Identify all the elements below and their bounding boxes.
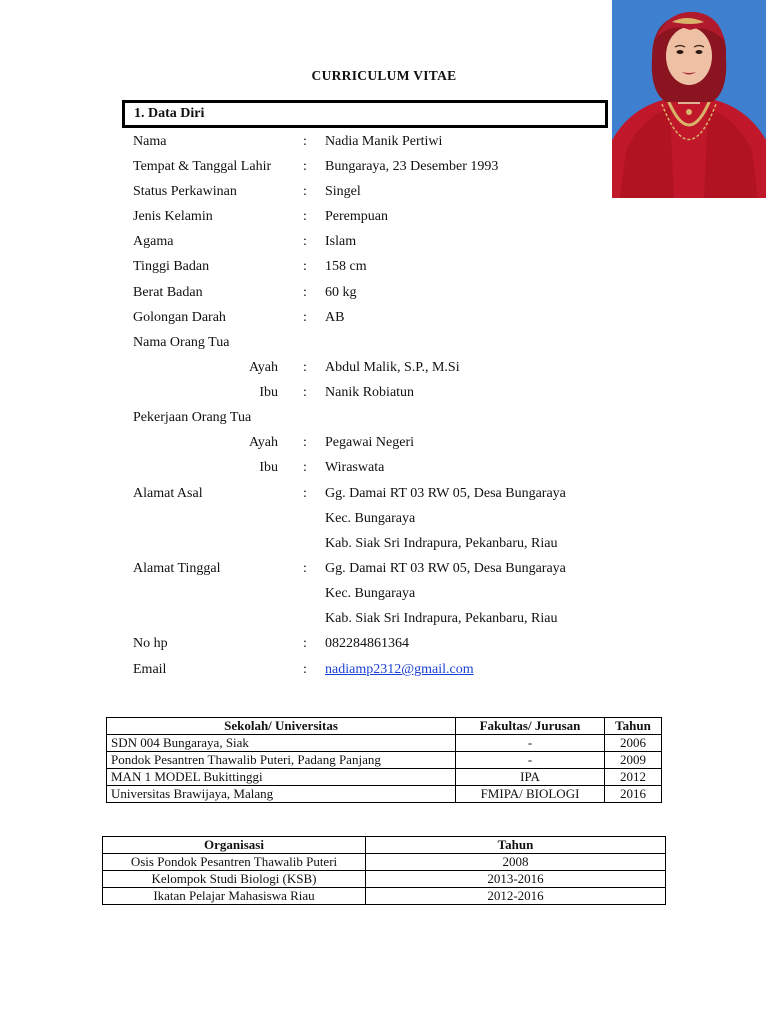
table-cell: 2012 [605, 769, 662, 786]
info-row-pekerjaan-orang-tua [0, 409, 768, 434]
info-row-alamat-tinggal [0, 560, 768, 585]
info-value: 082284861364 [325, 636, 409, 651]
info-separator: : [303, 209, 307, 224]
info-label: No hp [133, 636, 168, 651]
info-row-jenis-kelamin [0, 208, 768, 233]
info-row-nama-orang-tua [0, 334, 768, 359]
info-label: Ayah [248, 360, 278, 375]
info-value: Gg. Damai RT 03 RW 05, Desa Bungaraya [325, 486, 566, 501]
info-separator: : [303, 285, 307, 300]
info-separator: : [303, 310, 307, 325]
info-label: Jenis Kelamin [133, 209, 213, 224]
info-row-nama [0, 133, 768, 158]
organization-col-header: Tahun [366, 837, 666, 854]
table-cell: SDN 004 Bungaraya, Siak [107, 735, 456, 752]
info-separator: : [303, 360, 307, 375]
info-row-no-hp [0, 635, 768, 660]
education-col-header: Sekolah/ Universitas [107, 718, 456, 735]
info-value: Wiraswata [325, 460, 385, 475]
info-value: Singel [325, 184, 361, 199]
info-label: Ibu [259, 385, 278, 400]
info-label: Nama Orang Tua [133, 335, 230, 350]
info-label: Tempat & Tanggal Lahir [133, 159, 272, 174]
info-row-ibu [0, 384, 768, 409]
table-cell: IPA [456, 769, 605, 786]
info-value: Kab. Siak Sri Indrapura, Pekanbaru, Riau [325, 611, 558, 626]
table-cell: 2008 [366, 854, 666, 871]
table-cell: Osis Pondok Pesantren Thawalib Puteri [103, 854, 366, 871]
info-value: 158 cm [325, 259, 367, 274]
table-cell: 2012-2016 [366, 888, 666, 905]
table-cell: - [456, 752, 605, 769]
table-row [103, 854, 666, 871]
info-label: Ibu [259, 460, 278, 475]
info-separator: : [303, 435, 307, 450]
table-cell: - [456, 735, 605, 752]
email-link[interactable]: nadiamp2312@gmail.com [325, 662, 474, 677]
info-separator: : [303, 234, 307, 249]
info-label: Golongan Darah [133, 310, 226, 325]
info-value: AB [325, 310, 345, 325]
info-row-golongan-darah [0, 309, 768, 334]
education-col-header: Tahun [605, 718, 662, 735]
info-label: Email [133, 662, 167, 677]
table-row [107, 735, 662, 752]
document-title: CURRICULUM VITAE [311, 68, 457, 83]
info-separator: : [303, 159, 307, 174]
table-row [107, 786, 662, 803]
info-row-alamat-asal [0, 485, 768, 510]
info-row-alamat-tinggal-line2 [0, 585, 768, 610]
table-cell: 2016 [605, 786, 662, 803]
info-label: Nama [133, 134, 167, 149]
info-value: Pegawai Negeri [325, 435, 415, 450]
info-label: Status Perkawinan [133, 184, 237, 199]
organization-col-header: Organisasi [103, 837, 366, 854]
info-separator: : [303, 259, 307, 274]
info-row-alamat-tinggal-line3 [0, 610, 768, 635]
section-header-data-diri [122, 100, 608, 128]
info-value: Nanik Robiatun [325, 385, 415, 400]
table-cell: Universitas Brawijaya, Malang [107, 786, 456, 803]
info-separator: : [303, 134, 307, 149]
info-label: Alamat Tinggal [133, 561, 221, 576]
table-cell: FMIPA/ BIOLOGI [456, 786, 605, 803]
table-cell: 2006 [605, 735, 662, 752]
education-table [106, 717, 662, 803]
table-row [107, 752, 662, 769]
info-separator: : [303, 184, 307, 199]
info-row-alamat-asal-line2 [0, 510, 768, 535]
info-row-pekerjaan-ayah [0, 434, 768, 459]
info-label: Tinggi Badan [133, 259, 210, 274]
info-row-email [0, 661, 768, 686]
info-row-tinggi-badan [0, 258, 768, 283]
education-col-header: Fakultas/ Jurusan [456, 718, 605, 735]
table-cell: 2013-2016 [366, 871, 666, 888]
info-value: Kec. Bungaraya [325, 586, 416, 601]
table-cell: Kelompok Studi Biologi (KSB) [103, 871, 366, 888]
education-header-row [107, 718, 662, 735]
info-row-berat-badan [0, 284, 768, 309]
info-separator: : [303, 561, 307, 576]
info-row-ayah [0, 359, 768, 384]
info-label: Agama [133, 234, 174, 249]
table-cell: Pondok Pesantren Thawalib Puteri, Padang Panjang [107, 752, 456, 769]
info-label: Ayah [248, 435, 278, 450]
info-separator: : [303, 486, 307, 501]
table-row [103, 871, 666, 888]
table-cell: MAN 1 MODEL Bukittinggi [107, 769, 456, 786]
info-row-status-perkawinan [0, 183, 768, 208]
info-value: Gg. Damai RT 03 RW 05, Desa Bungaraya [325, 561, 566, 576]
info-value: Islam [325, 234, 357, 249]
section-title: 1. Data Diri [134, 106, 205, 121]
info-row-tempat-tanggal-lahir [0, 158, 768, 183]
info-label: Pekerjaan Orang Tua [133, 410, 252, 425]
info-value: Kab. Siak Sri Indrapura, Pekanbaru, Riau [325, 536, 558, 551]
info-value: Abdul Malik, S.P., M.Si [325, 360, 460, 375]
organization-header-row [103, 837, 666, 854]
info-row-pekerjaan-ibu [0, 459, 768, 484]
info-separator: : [303, 662, 307, 677]
info-value: Kec. Bungaraya [325, 511, 416, 526]
info-value: Nadia Manik Pertiwi [325, 134, 443, 149]
info-value: 60 kg [325, 285, 357, 300]
info-label: Alamat Asal [133, 486, 203, 501]
info-value: Perempuan [325, 209, 388, 224]
table-cell: 2009 [605, 752, 662, 769]
info-row-agama [0, 233, 768, 258]
info-separator: : [303, 460, 307, 475]
info-row-alamat-asal-line3 [0, 535, 768, 560]
info-separator: : [303, 636, 307, 651]
info-separator: : [303, 385, 307, 400]
table-row [103, 888, 666, 905]
info-value: Bungaraya, 23 Desember 1993 [325, 159, 499, 174]
organization-table [102, 836, 666, 905]
table-row [107, 769, 662, 786]
info-label: Berat Badan [133, 285, 203, 300]
table-cell: Ikatan Pelajar Mahasiswa Riau [103, 888, 366, 905]
